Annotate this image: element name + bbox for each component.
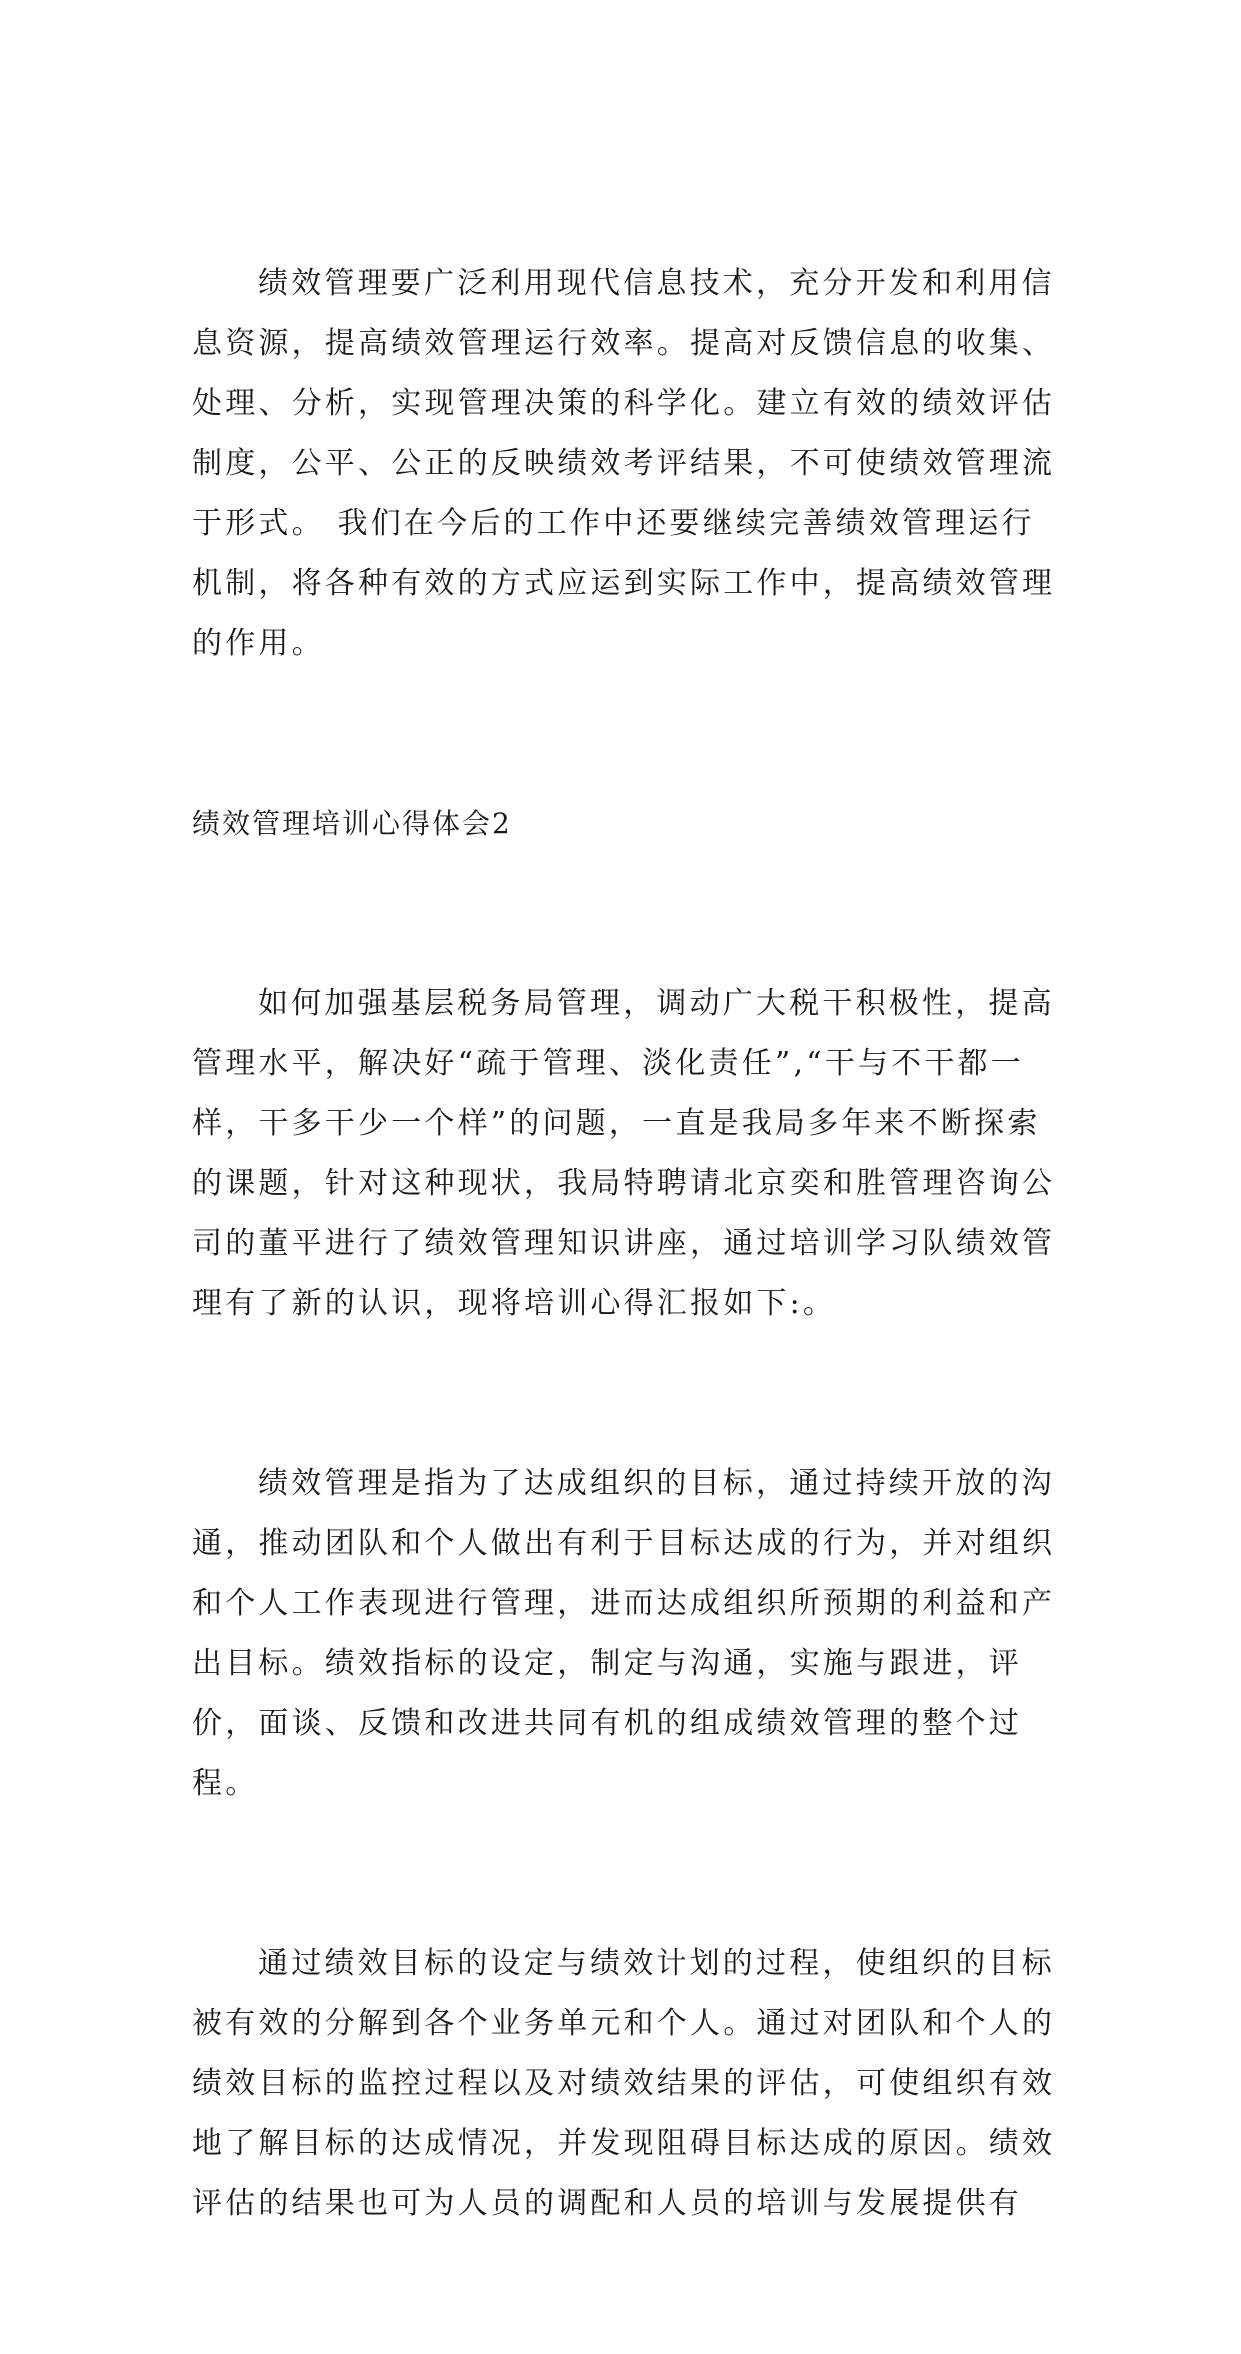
paragraph-2: 如何加强基层税务局管理，调动广大税干积极性，提高管理水平，解决好“疏于管理、淡化责任”,“干与不干都一样，干多干少一个样”的问题，一直是我局多年来不断探索的课题，针对这种现状，我局特聘请北京奕和胜管理咨询公司的董平进行了绩效管理知识讲座，通过培训学习队绩效管理有了新的认识，现将培训心得汇报如下:。 <box>192 986 1056 1321</box>
paragraph-1: 绩效管理要广泛利用现代信息技术，充分开发和利用信息资源，提高绩效管理运行效率。提高对反馈信息的收集、处理、分析，实现管理决策的科学化。建立有效的绩效评估制度，公平、公正的反映绩效考评结果，不可使绩效管理流于形式。 我们在今后的工作中还要继续完善绩效管理运行机制，将各种有效的方式应运到实际工作中，提高绩效管理的作用。 <box>192 266 1056 661</box>
section-heading: 绩效管理培训心得体会2 <box>192 807 512 840</box>
paragraph-3: 绩效管理是指为了达成组织的目标，通过持续开放的沟通，推动团队和个人做出有利于目标达成的行为，并对组织和个人工作表现进行管理，进而达成组织所预期的利益和产出目标。绩效指标的设定，制定与沟通，实施与跟进，评价，面谈、反馈和改进共同有机的组成绩效管理的整个过程。 <box>192 1466 1056 1801</box>
document-body <box>192 134 1062 2354</box>
paragraph-4: 通过绩效目标的设定与绩效计划的过程，使组织的目标被有效的分解到各个业务单元和个人。通过对团队和个人的绩效目标的监控过程以及对绩效结果的评估，可使组织有效地了解目标的达成情况，并发现阻碍目标达成的原因。绩效评估的结果也可为人员的调配和人员的培训与发展提供有 <box>192 1946 1056 2221</box>
